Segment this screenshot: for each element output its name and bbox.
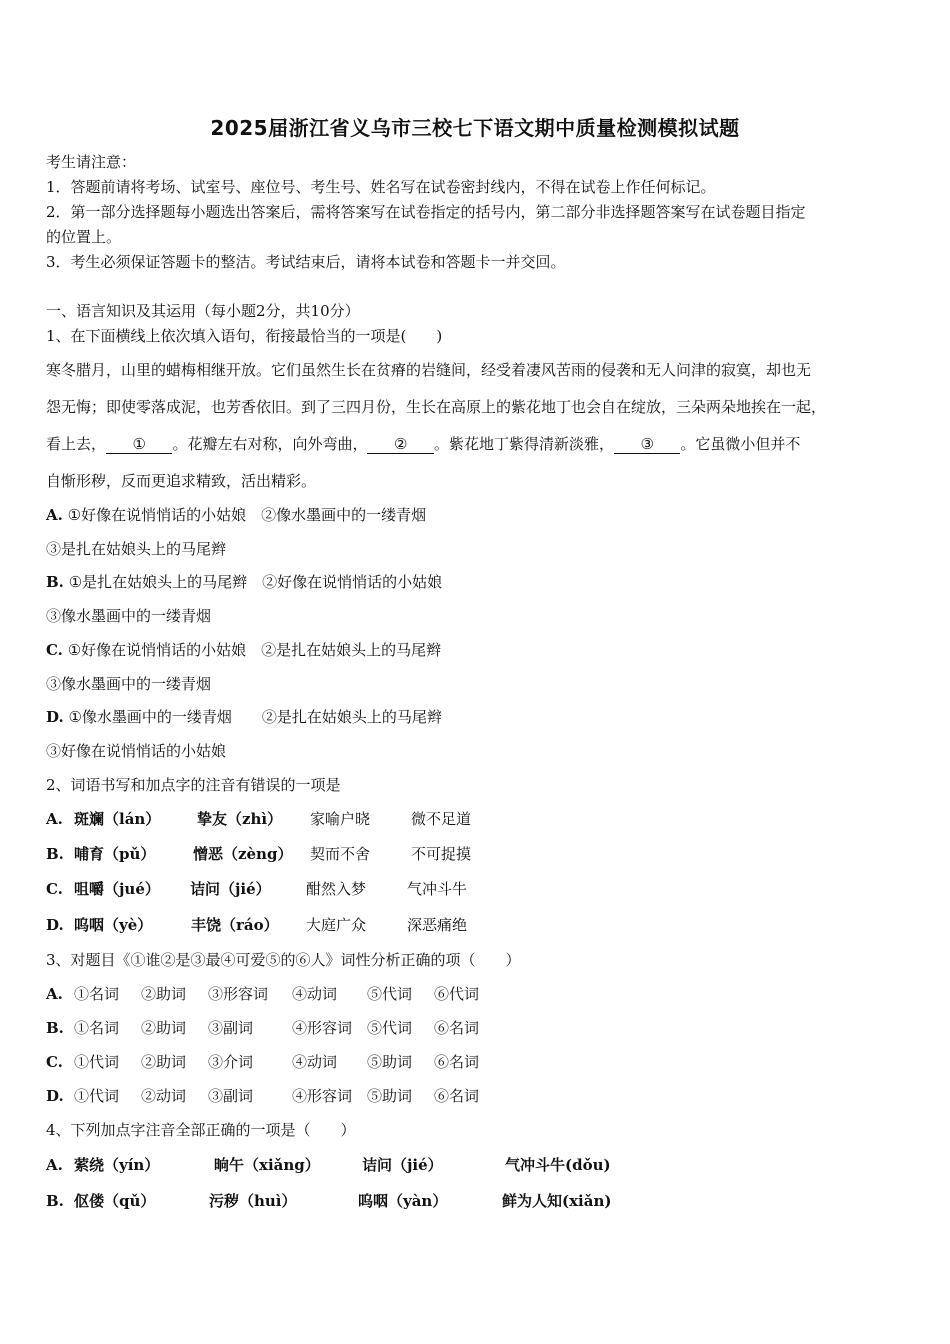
option-item: 大庭广众 (306, 916, 367, 934)
option-text-cont: ③好像在说悄悄话的小姑娘 (46, 742, 227, 760)
option-letter: B. (46, 573, 64, 591)
option-text: ①是扎在姑娘头上的马尾辫 ②好像在说悄悄话的小姑娘 (68, 573, 443, 591)
option-item: ①代词 (74, 1087, 120, 1105)
option-item: 气冲斗牛 (407, 880, 468, 898)
option-text: ①好像在说悄悄话的小姑娘 ②像水墨画中的一缕青烟 (67, 506, 427, 524)
passage-text: 。它虽微小但并不 (680, 435, 801, 453)
option-letter[interactable]: A. (46, 985, 63, 1003)
fill-blank-1[interactable] (106, 435, 172, 454)
option-item: ④动词 (292, 985, 338, 1003)
option-item: 酣然入梦 (306, 880, 367, 898)
fill-blank-2[interactable] (367, 435, 433, 454)
passage-line: 寒冬腊月，山里的蜡梅相继开放。它们虽然生长在贫瘠的岩缝间，经受着凄风苦雨的侵袭和无人问津的寂寞，却也无 (46, 361, 812, 379)
option-letter[interactable]: B. (46, 845, 64, 863)
notice-heading: 考生请注意： (46, 153, 137, 171)
question-stem-1: 1、在下面横线上依次填入语句，衔接最恰当的一项是( ) (46, 327, 443, 345)
option-item: 晌午（xiǎng） (214, 1156, 320, 1174)
option-item: ⑥代词 (434, 985, 480, 1003)
passage-text: 。花瓣左右对称，向外弯曲， (172, 435, 368, 453)
passage-text: 。紫花地丁紫得清新淡雅， (433, 435, 614, 453)
question-stem-3: 3、对题目《①谁②是③最④可爱⑤的⑥人》词性分析正确的项（ ） (46, 951, 521, 969)
option-text: ①像水墨画中的一缕青烟 ②是扎在姑娘头上的马尾辫 (68, 708, 442, 726)
option-item: 家喻户晓 (310, 810, 371, 828)
option-item: ⑤助词 (367, 1053, 413, 1071)
option-d[interactable] (46, 707, 442, 727)
option-item: 挚友（zhì） (197, 810, 283, 828)
option-b[interactable] (46, 572, 442, 592)
option-text-cont: ③像水墨画中的一缕青烟 (46, 675, 212, 693)
page-title: 2025届浙江省义乌市三校七下语文期中质量检测模拟试题 (210, 116, 740, 140)
option-item: 咀嚼（jué） (74, 880, 160, 898)
option-letter[interactable]: C. (46, 1053, 63, 1071)
passage-line: 自惭形秽，反而更追求精致，活出精彩。 (46, 472, 317, 490)
option-item: 微不足道 (411, 810, 472, 828)
option-item: ④形容词 (292, 1019, 353, 1037)
option-item: ②助词 (141, 985, 187, 1003)
option-letter[interactable]: D. (46, 916, 64, 934)
option-item: ⑤代词 (367, 1019, 413, 1037)
option-item: ①名词 (74, 985, 120, 1003)
option-item: ③形容词 (208, 985, 269, 1003)
option-item: 呜咽（yè） (74, 916, 153, 934)
option-item: 伛偻（qǔ） (74, 1192, 156, 1210)
option-item: ⑥名词 (434, 1087, 480, 1105)
option-letter[interactable]: C. (46, 880, 63, 898)
blank-number: ① (132, 435, 146, 453)
option-item: 不可捉摸 (411, 845, 472, 863)
fill-blank-3[interactable] (614, 435, 680, 454)
passage-text: 看上去， (46, 435, 107, 453)
option-letter[interactable]: B. (46, 1019, 64, 1037)
option-a[interactable] (46, 505, 426, 525)
option-item: ①名词 (74, 1019, 120, 1037)
option-item: ④动词 (292, 1053, 338, 1071)
option-text: ①好像在说悄悄话的小姑娘 ②是扎在姑娘头上的马尾辫 (67, 641, 442, 659)
option-item: ③副词 (208, 1019, 254, 1037)
option-item: 鲜为人知(xiǎn) (502, 1192, 612, 1210)
option-item: 斑斓（lán） (74, 810, 161, 828)
option-item: 气冲斗牛(dǒu) (505, 1156, 611, 1174)
option-item: ②助词 (141, 1053, 187, 1071)
option-item: ③介词 (208, 1053, 254, 1071)
option-item: ⑤代词 (367, 985, 413, 1003)
option-item: ⑥名词 (434, 1019, 480, 1037)
blank-number: ③ (640, 435, 654, 453)
option-item: ①代词 (74, 1053, 120, 1071)
option-item: ⑥名词 (434, 1053, 480, 1071)
passage-line-blanks (46, 434, 800, 454)
option-item: 诘问（jié） (362, 1156, 443, 1174)
notice-item: 3．考生必须保证答题卡的整洁。考试结束后，请将本试卷和答题卡一并交回。 (46, 253, 566, 271)
option-letter[interactable]: B. (46, 1192, 64, 1210)
notice-item: 1．答题前请将考场、试室号、座位号、考生号、姓名写在试卷密封线内，不得在试卷上作任何标记。 (46, 178, 716, 196)
option-item: ⑤助词 (367, 1087, 413, 1105)
option-item: 深恶痛绝 (407, 916, 468, 934)
question-stem-4: 4、下列加点字注音全部正确的一项是（ ） (46, 1121, 356, 1139)
notice-item: 的位置上。 (46, 228, 122, 246)
option-item: 污秽（huì） (209, 1192, 297, 1210)
option-letter[interactable]: A. (46, 1156, 63, 1174)
option-item: 诘问（jié） (190, 880, 271, 898)
option-item: 呜咽（yàn） (358, 1192, 448, 1210)
notice-item: 2．第一部分选择题每小题选出答案后，需将答案写在试卷指定的括号内，第二部分非选择题答案写在试卷题目指定 (46, 203, 806, 221)
option-letter: D. (46, 708, 64, 726)
option-item: ②助词 (141, 1019, 187, 1037)
section-heading: 一、语言知识及其运用（每小题2分，共10分） (46, 302, 360, 320)
option-item: 丰饶（ráo） (191, 916, 279, 934)
option-item: ②动词 (141, 1087, 187, 1105)
question-stem-2: 2、词语书写和加点字的注音有错误的一项是 (46, 776, 341, 794)
blank-number: ② (393, 435, 408, 453)
option-text-cont: ③是扎在姑娘头上的马尾辫 (46, 540, 227, 558)
option-item: 哺育（pǔ） (74, 845, 156, 863)
option-letter: A. (46, 506, 63, 524)
option-item: ③副词 (208, 1087, 254, 1105)
option-letter[interactable]: A. (46, 810, 63, 828)
option-item: 憎恶（zèng） (193, 845, 293, 863)
option-item: ④形容词 (292, 1087, 353, 1105)
option-item: 契而不舍 (310, 845, 371, 863)
option-c[interactable] (46, 640, 441, 660)
option-letter[interactable]: D. (46, 1087, 64, 1105)
option-letter: C. (46, 641, 63, 659)
passage-line: 怨无悔；即使零落成泥，也芳香依旧。到了三四月份，生长在高原上的紫花地丁也会自在绽放，三朵两朵地挨在一起， (46, 398, 827, 416)
option-item: 萦绕（yín） (74, 1156, 160, 1174)
option-text-cont: ③像水墨画中的一缕青烟 (46, 607, 212, 625)
